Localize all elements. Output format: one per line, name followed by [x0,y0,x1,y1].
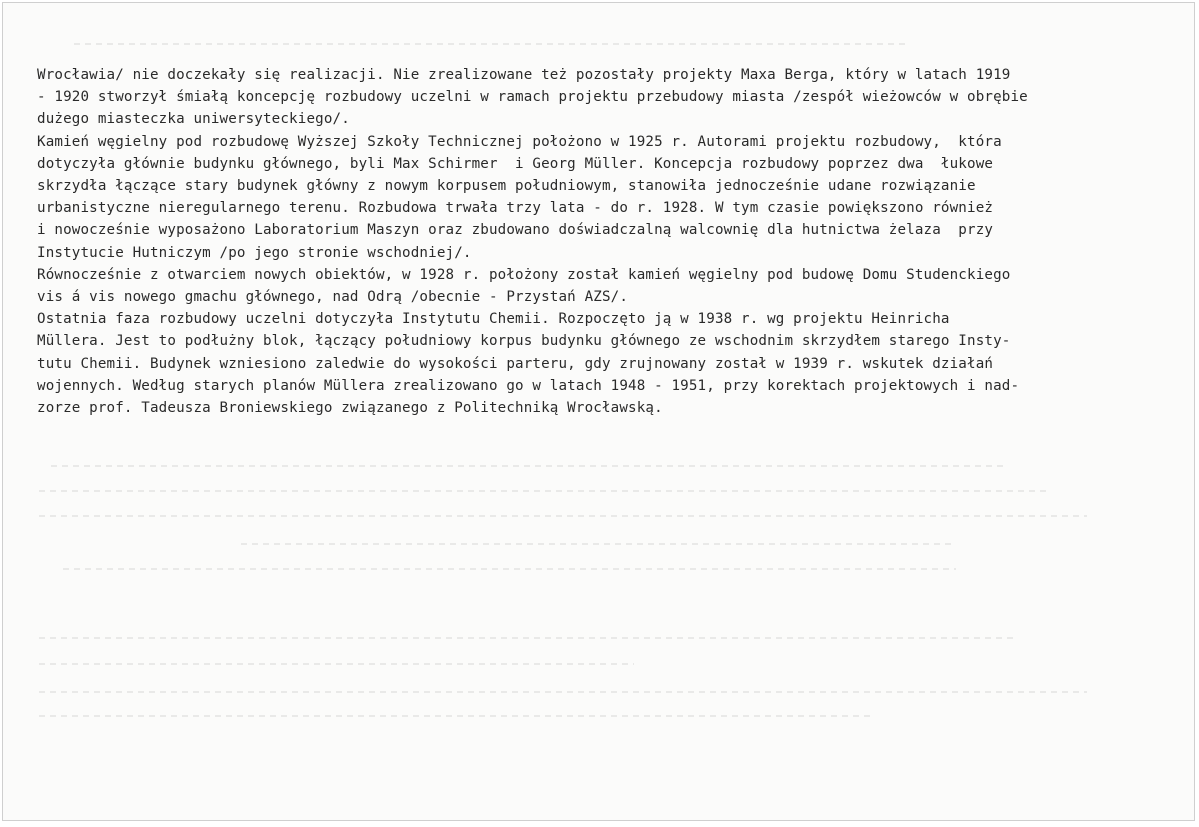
show-through-texture [51,465,1004,467]
text-line: Równocześnie z otwarciem nowych obiektów, w 1928 r. położony został kamień węgielny pod budowę Domu Studenckiego [37,266,1011,283]
text-line: zorze prof. Tadeusza Broniewskiego związanego z Politechniką Wrocławską. [37,400,663,417]
text-line: Wrocławia/ nie doczekały się realizacji. Nie zrealizowane też pozostały projekty Maxa Berga, który w latach 1919 [37,67,1011,83]
typed-text-body [37,64,1187,419]
text-line: urbanistyczne nieregularnego terenu. Rozbudowa trwała trzy lata - do r. 1928. W tym czasie powiększono również [37,200,994,217]
text-line: i nowocześnie wyposażono Laboratorium Maszyn oraz zbudowano doświadczalną walcownię dla hutnictwa żelaza przy [37,222,994,239]
show-through-texture [39,715,873,717]
show-through-texture [39,663,635,665]
text-line: Müllera. Jest to podłużny blok, łączący południowy korpus budynku głównego ze wschodnim skrzydłem starego Insty- [37,333,1011,350]
show-through-texture [39,490,1051,492]
text-line: dużego miasteczka uniwersyteckiego/. [37,111,350,128]
show-through-texture [39,691,1087,693]
show-through-texture [74,43,908,45]
show-through-texture [39,637,1016,639]
text-line: vis á vis nowego gmachu głównego, nad Odrą /obecnie - Przystań AZS/. [37,289,629,306]
text-line: dotyczyła głównie budynku głównego, byli Max Schirmer i Georg Müller. Koncepcja rozbudowy poprzez dwa łukowe [37,155,994,172]
text-line: Kamień węgielny pod rozbudowę Wyższej Szkoły Technicznej położono w 1925 r. Autorami projektu rozbudowy, która [37,133,1002,150]
text-line: - 1920 stworzył śmiałą koncepcję rozbudowy uczelni w ramach projektu przebudowy miasta /zespół wieżowców w obrębie [37,89,1028,106]
document-card [2,2,1195,821]
text-line: Ostatnia faza rozbudowy uczelni dotyczyła Instytutu Chemii. Rozpoczęto ją w 1938 r. wg projektu Heinricha [37,311,950,328]
text-line: Instytucie Hutniczym /po jego stronie wschodniej/. [37,244,472,261]
text-line: skrzydła łączące stary budynek główny z nowym korpusem południowym, stanowiła jednocześnie udane rozwiązanie [37,178,976,195]
show-through-texture [241,543,956,545]
show-through-texture [63,568,956,570]
text-line: wojennych. Według starych planów Müllera zrealizowano go w latach 1948 - 1951, przy korektach projektowych i nad- [37,377,1020,394]
show-through-texture [39,515,1087,517]
text-line: tutu Chemii. Budynek wzniesiono zaledwie do wysokości parteru, gdy zrujnowany został w 1939 r. wskutek działań [37,355,994,372]
